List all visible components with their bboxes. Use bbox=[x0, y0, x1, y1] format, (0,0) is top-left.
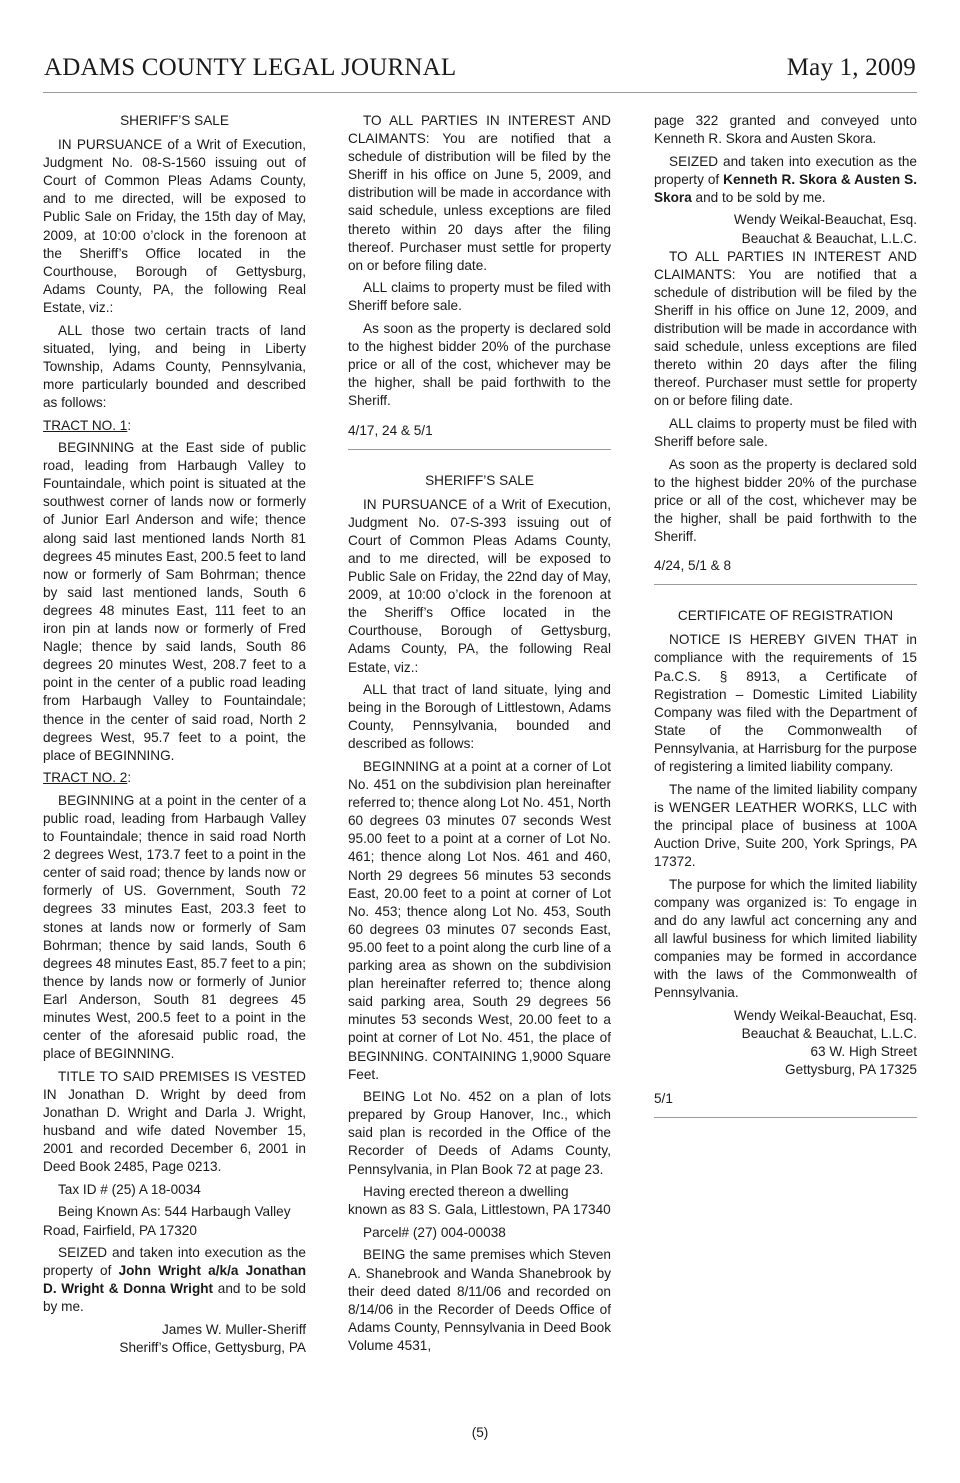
page-number: (5) bbox=[471, 1425, 489, 1440]
paragraph bbox=[43, 1244, 306, 1316]
text-run: and to be sold by me. bbox=[691, 189, 826, 205]
publication-dates: 4/17, 24 & 5/1 bbox=[348, 422, 433, 438]
tract-heading: TRACT NO. 2: bbox=[43, 770, 132, 786]
divider bbox=[654, 1117, 917, 1118]
publication-dates: 4/24, 5/1 & 8 bbox=[654, 558, 732, 574]
paragraph: As soon as the property is declared sold to the highest bidder 20% of the purchase price or all of the cost, whichever may be the higher, shall be paid forthwith to the Sheriff. bbox=[348, 321, 611, 409]
signature-line: Beauchat & Beauchat, L.L.C. bbox=[741, 1025, 917, 1041]
paragraph: As soon as the property is declared sold to the highest bidder 20% of the purchase price or all of the cost, whichever may be the higher, shall be paid forthwith to the Sheriff. bbox=[654, 456, 917, 545]
text-run: and to be sold by me. bbox=[43, 1281, 306, 1315]
text-run: SEIZED and taken into execution as the property of bbox=[43, 1245, 306, 1279]
journal-title: ADAMS COUNTY LEGAL JOURNAL bbox=[44, 54, 457, 81]
paragraph: The name of the limited liability company is WENGER LEATHER WORKS, LLC with the principal place of business at 100A Auction Drive, Suite 200, York Springs, PA 17372. bbox=[654, 781, 917, 869]
paragraph: BEGINNING at the East side of public road, leading from Harbaugh Valley to Fountaindale, which point is situated at the southwest corner of lands now or formerly of Junior Earl Anderson and wife; thence along said last mentioned lands North 81 degrees 45 minutes East, 200.5 feet to land now or formerly of Sam Bohrman; thence by said last mentioned lands, South 6 degrees 48 minutes East, 111 feet to an iron pin at lands now or formerly of Fred Nagle; thence by said lands, South 86 degrees 20 minutes West, 208.7 feet to a point in the center of a public road leading from Harbaugh Valley to Fountaindale; thence in the center of said road, North 2 degrees West, 95.7 feet to a point, the place of BEGINNING. bbox=[43, 440, 306, 763]
column-2 bbox=[348, 112, 611, 1360]
paragraph: ALL those two certain tracts of land situated, lying, and being in Liberty Township, Adams County, Pennsylvania, more particularly bounded and described as follows: bbox=[43, 322, 306, 410]
paragraph: IN PURSUANCE of a Writ of Execution, Judgment No. 08-S-1560 issuing out of Court of Common Pleas Adams County, and to me directed, will be exposed to Public Sale on Friday, the 15th day of May, 2009, at 10:00 o’clock in the forenoon at the Sheriff’s Office located in the Courthouse, Borough of Gettysburg, Adams County, PA, the following Real Estate, viz.: bbox=[43, 137, 306, 315]
signature-line: Sheriff’s Office, Gettysburg, PA bbox=[119, 1340, 306, 1356]
divider bbox=[654, 584, 917, 585]
tract-label: TRACT NO. 2 bbox=[43, 770, 128, 786]
signature-line: Gettysburg, PA 17325 bbox=[785, 1062, 917, 1077]
paragraph bbox=[654, 153, 917, 207]
signature-line: Wendy Weikal-Beauchat, Esq. bbox=[733, 1007, 917, 1023]
signature-line: James W. Muller-Sheriff bbox=[161, 1322, 306, 1337]
paragraph: TO ALL PARTIES IN INTEREST AND CLAIMANTS: You are notified that a schedule of distribution will be filed by the Sheriff in his office on June 12, 2009, and distribution will be made in accordance with said schedule, unless exceptions are filed thereto within 20 days after the filing thereof. Purchaser must settle for property on or before filing date. bbox=[654, 248, 917, 409]
paragraph: BEING Lot No. 452 on a plan of lots prepared by Group Hanover, Inc., which said plan is recorded in the Office of the Recorder of Deeds of Adams County, Pennsylvania, in Plan Book 72 at page 23. bbox=[348, 1089, 611, 1177]
signature-line: 63 W. High Street bbox=[810, 1043, 917, 1059]
column-3 bbox=[654, 112, 917, 1140]
tract-label: TRACT NO. 1 bbox=[43, 417, 128, 433]
column-1 bbox=[43, 112, 306, 1357]
paragraph: NOTICE IS HEREBY GIVEN THAT in compliance with the requirements of 15 Pa.C.S. § 8913, a Certificate of Registration – Domestic Limited Liability Company was filed with the Department of State of the Commonwealth of Pennsylvania, at Harrisburg for the purpose of registering a limited liability company. bbox=[654, 632, 917, 774]
paragraph: Being Known As: 544 Harbaugh Valley Road, Fairfield, PA 17320 bbox=[43, 1204, 291, 1238]
paragraph: Having erected thereon a dwelling known as 83 S. Gala, Littlestown, PA 17340 bbox=[348, 1184, 611, 1218]
notice-title: SHERIFF’S SALE bbox=[425, 472, 534, 488]
paragraph: ALL claims to property must be filed with Sheriff before sale. bbox=[348, 280, 611, 314]
defendant-names: John Wright a/k/a Jonathan D. Wright & Donna Wright bbox=[43, 1263, 306, 1297]
paragraph: IN PURSUANCE of a Writ of Execution, Judgment No. 07-S-393 issuing out of Court of Common Pleas Adams County, and to me directed, will be exposed to Public Sale on Friday, the 22nd day of May, 2009, at 10:00 o’clock in the forenoon at the Sheriff’s Office located in the Courthouse, Borough of Gettysburg, Adams County, PA, the following Real Estate, viz.: bbox=[348, 496, 611, 675]
defendant-names: Kenneth R. Skora & Austen S. Skora bbox=[654, 171, 917, 205]
paragraph: TITLE TO SAID PREMISES IS VESTED IN Jonathan D. Wright by deed from Jonathan D. Wright and Darla J. Wright, husband and wife dated November 15, 2001 and recorded December 6, 2001 in Deed Book 2485, Page 0213. bbox=[43, 1068, 306, 1175]
paragraph: ALL that tract of land situate, lying and being in the Borough of Littlestown, Adams County, Pennsylvania, bounded and described as follows: bbox=[348, 682, 611, 752]
divider bbox=[348, 449, 611, 450]
issue-date: May 1, 2009 bbox=[786, 54, 916, 81]
signature-line: Wendy Weikal-Beauchat, Esq. bbox=[733, 212, 917, 228]
paragraph: page 322 granted and conveyed unto Kenneth R. Skora and Austen Skora. bbox=[654, 113, 917, 147]
notice-title: CERTIFICATE OF REGISTRATION bbox=[677, 608, 894, 624]
paragraph: The purpose for which the limited liability company was organized is: To engage in and do any lawful act concerning any and all lawful business for which limited liability companies may be formed in accordance with the laws of the Commonwealth of Pennsylvania. bbox=[654, 876, 917, 1001]
paragraph: BEGINNING at a point in the center of a public road, leading from Harbaugh Valley to Fountaindale; thence in said road North 2 degrees West, 173.7 feet to a point in the center of said road; thence by lands now or formerly of US. Government, South 72 degrees 33 minutes East, 203.3 feet to stones at lands now or formerly of Sam Bohrman; thence by said lands, South 6 degrees 48 minutes East, 85.7 feet to a pin; thence by lands now or formerly of Junior Earl Anderson, South 81 degrees 45 minutes West, 200.5 feet to a point in the center of the aforesaid public road, the place of BEGINNING. bbox=[43, 792, 306, 1062]
page-header bbox=[43, 50, 917, 93]
paragraph: TO ALL PARTIES IN INTEREST AND CLAIMANTS: You are notified that a schedule of distribution will be filed by the Sheriff in his office on June 5, 2009, and distribution will be made in accordance with said schedule, unless exceptions are filed thereto within 20 days after the filing thereof. Purchaser must settle for property on or before filing date. bbox=[348, 113, 611, 273]
paragraph: Tax ID # (25) A 18-0034 bbox=[58, 1181, 201, 1197]
notice-title: SHERIFF’S SALE bbox=[120, 113, 229, 128]
signature-line: Beauchat & Beauchat, L.L.C. bbox=[741, 230, 917, 246]
publication-dates: 5/1 bbox=[654, 1091, 673, 1107]
paragraph: ALL claims to property must be filed with Sheriff before sale. bbox=[654, 416, 917, 450]
paragraph: Parcel# (27) 004-00038 bbox=[363, 1224, 506, 1240]
tract-heading: TRACT NO. 1: bbox=[43, 417, 132, 433]
paragraph: BEING the same premises which Steven A. Shanebrook and Wanda Shanebrook by their deed dated 8/11/06 and recorded on 8/14/06 in the Recorder of Deeds Office of Adams County, Pennsylvania in Deed Book Volume 4531, bbox=[348, 1247, 611, 1353]
text-run: SEIZED and taken into execution as the property of bbox=[654, 153, 917, 187]
paragraph: BEGINNING at a point at a corner of Lot No. 451 on the subdivision plan hereinafter referred to; thence along Lot No. 451, North 60 degrees 03 minutes 07 seconds West 95.00 feet to a point at a corner of Lot No. 461; thence along Lot Nos. 461 and 460, North 29 degrees 56 minutes 53 seconds East, 20.00 feet to a point at corner of Lot No. 453; thence along Lot No. 453, South 60 degrees 03 minutes 07 seconds East, 95.00 feet to a point along the curb line of a parking area as shown on the subdivision plan hereinafter referred to; thence along said parking area, South 29 degrees 56 minutes 53 seconds West, 20.00 feet to a point at corner of Lot No. 451, the place of BEGINNING. CONTAINING 1,9000 Square Feet. bbox=[348, 759, 611, 1082]
